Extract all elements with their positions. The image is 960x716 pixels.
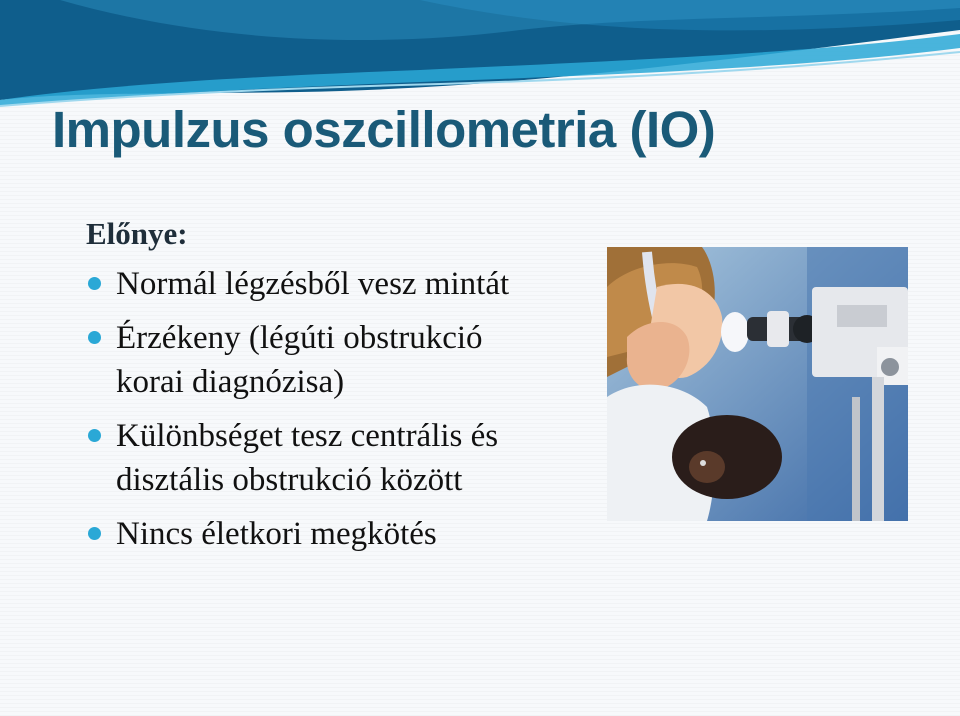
bullet-dot-icon [88,331,101,344]
child-oscillometry-photo [607,247,908,521]
photo-illustration [607,247,908,521]
bullet-text: Érzékeny (légúti obstrukció korai diagnózisa) [116,320,483,400]
bullet-dot-icon [88,277,101,290]
bullet-dot-icon [88,429,101,442]
bullet-item [86,316,556,404]
bullet-text: Nincs életkori megkötés [116,516,437,552]
bullet-list [86,262,556,556]
bullet-text: Különbséget tesz centrális és disztális obstrukció között [116,418,499,498]
slide-title: Impulzus oszcillometria (IO) [52,101,716,158]
bullet-item [86,414,556,502]
bullet-dot-icon [88,527,101,540]
header-wave-decoration [0,0,960,110]
bullet-item [86,262,556,306]
bullet-item [86,512,556,556]
slide-subtitle: Előnye: [86,216,188,251]
bullet-text: Normál légzésből vesz mintát [116,266,510,302]
